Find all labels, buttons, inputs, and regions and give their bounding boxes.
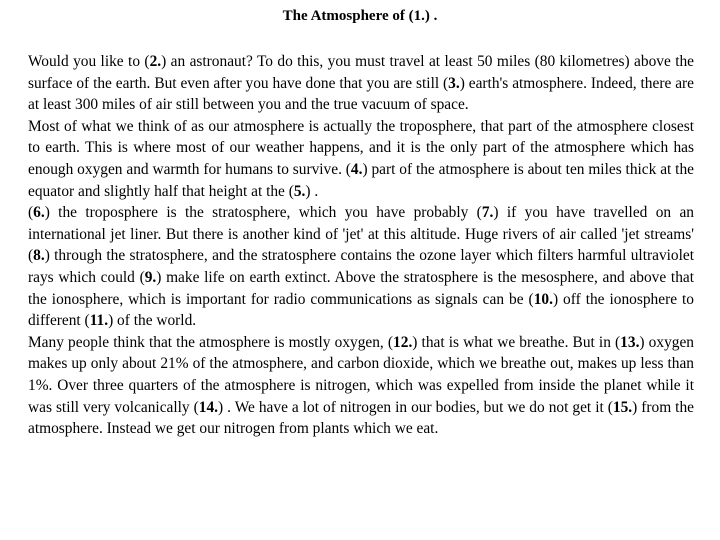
paragraph — [28, 116, 694, 202]
paragraph — [28, 202, 694, 332]
blank-number: 12. — [393, 333, 413, 351]
paragraph — [28, 51, 694, 116]
blank-number: 6. — [33, 204, 45, 222]
text-segment: ( — [28, 204, 34, 222]
blank-number: 7. — [481, 204, 494, 222]
blank-number: 5. — [293, 182, 306, 200]
text-segment: ) if you have travelled on an international jet liner. But there is another kind of 'jet' at this altitude. Huge rivers of air called 'jet streams' ( — [28, 204, 695, 265]
text-segment: ) oxygen makes up only about 21% of the atmosphere, and carbon dioxide, which we breathe out, makes up less than 1%. Over three quarters of the atmosphere is nitrogen, which was expelled from inside the planet while it was still very volcanically ( — [28, 333, 694, 416]
blank-number: 9. — [144, 268, 157, 286]
blank-number: 10. — [533, 290, 553, 308]
text-segment: ) from the atmosphere. Instead we get our nitrogen from plants which we eat. — [28, 398, 694, 438]
paragraph — [28, 332, 694, 440]
text-segment: ) off the ionosphere to different ( — [28, 290, 694, 330]
blank-number: 14. — [198, 398, 218, 416]
text-segment: ) through the stratosphere, and the stratosphere contains the ozone layer which filters harmful ultraviolet rays which could ( — [28, 247, 694, 286]
blank-number: 3. — [448, 74, 460, 92]
blank-number: 13. — [620, 333, 640, 351]
blank-number: 8. — [33, 247, 45, 265]
blank-number: 11. — [89, 312, 109, 330]
text-segment: ) the troposphere is the stratosphere, which you have probably ( — [44, 204, 482, 222]
text-segment: ) of the world. — [108, 312, 197, 330]
text-segment: ) . We have a lot of nitrogen in our bodies, but we do not get it ( — [218, 398, 613, 416]
text-segment: ) earth's atmosphere. Indeed, there are at least 300 miles of air still between you and the true vacuum of space. — [28, 74, 694, 114]
blank-number: 4. — [350, 160, 363, 178]
text-segment: Most of what we think of as our atmosphere is actually the troposphere, that part of the atmosphere closest to earth. This is where most of our weather happens, and it is the only part of the atmosphere which has enough oxygen and warmth for humans to survive. ( — [28, 117, 694, 178]
text-segment: ) . — [305, 182, 319, 200]
text-segment: ) make life on earth extinct. Above the stratosphere is the mesosphere, and above that the ionosphere, which is important for radio communications as signals can be ( — [28, 268, 694, 308]
text-segment: Would you like to ( — [28, 53, 150, 70]
text-segment: Many people think that the atmosphere is mostly oxygen, ( — [28, 333, 394, 351]
document-title: The Atmosphere of (1.) . — [282, 8, 438, 24]
text-segment: ) part of the atmosphere is about ten miles thick at the equator and slightly half that height at the ( — [28, 160, 694, 200]
text-segment: ) an astronaut? To do this, you must travel at least 50 miles (80 kilometres) above the surface of the earth. But even after you have done that you are still ( — [28, 53, 695, 92]
document-body — [28, 51, 694, 440]
text-segment: ) that is what we breathe. But in ( — [412, 333, 621, 351]
blank-number: 15. — [612, 398, 633, 416]
blank-number: 2. — [149, 53, 162, 70]
